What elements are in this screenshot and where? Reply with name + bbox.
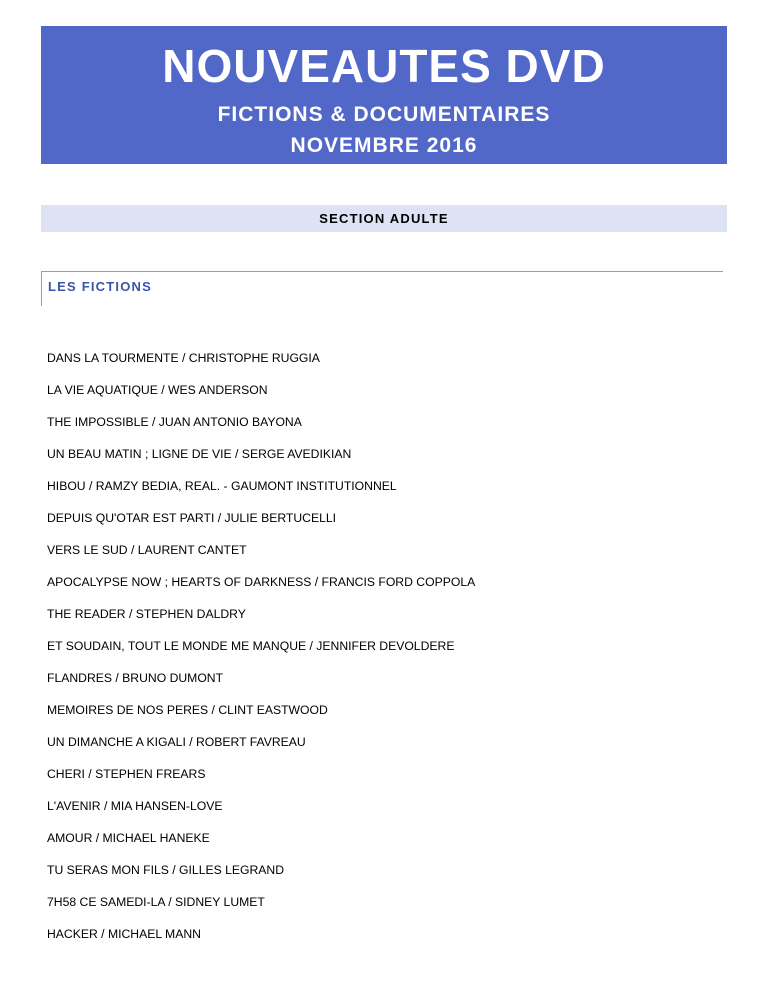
title-banner <box>41 26 727 164</box>
film-item: VERS LE SUD / LAURENT CANTET <box>47 543 247 557</box>
film-item: DEPUIS QU'OTAR EST PARTI / JULIE BERTUCELLI <box>47 511 337 525</box>
film-item: LA VIE AQUATIQUE / WES ANDERSON <box>47 383 268 397</box>
film-item: THE READER / STEPHEN DALDRY <box>47 607 246 621</box>
film-item: APOCALYPSE NOW ; HEARTS OF DARKNESS / FRANCIS FORD COPPOLA <box>47 575 476 589</box>
film-item: DANS LA TOURMENTE / CHRISTOPHE RUGGIA <box>47 351 320 365</box>
film-item: FLANDRES / BRUNO DUMONT <box>47 671 224 685</box>
film-item: L'AVENIR / MIA HANSEN-LOVE <box>47 799 223 813</box>
film-item: HIBOU / RAMZY BEDIA, REAL. - GAUMONT INSTITUTIONNEL <box>47 479 397 493</box>
page-subtitle: FICTIONS & DOCUMENTAIRES <box>217 103 551 126</box>
film-item: MEMOIRES DE NOS PERES / CLINT EASTWOOD <box>47 703 328 717</box>
film-item: TU SERAS MON FILS / GILLES LEGRAND <box>47 863 285 877</box>
page-title: NOUVEAUTES DVD <box>162 40 606 92</box>
film-item: UN BEAU MATIN ; LIGNE DE VIE / SERGE AVEDIKIAN <box>47 447 352 461</box>
film-item: HACKER / MICHAEL MANN <box>47 927 201 941</box>
film-item: ET SOUDAIN, TOUT LE MONDE ME MANQUE / JENNIFER DEVOLDERE <box>47 639 455 653</box>
film-item: THE IMPOSSIBLE / JUAN ANTONIO BAYONA <box>47 415 302 429</box>
film-list <box>47 350 475 958</box>
fictions-heading-label: LES FICTIONS <box>48 279 152 294</box>
fictions-heading <box>41 271 723 306</box>
film-item: UN DIMANCHE A KIGALI / ROBERT FAVREAU <box>47 735 306 749</box>
film-item: AMOUR / MICHAEL HANEKE <box>47 831 210 845</box>
film-item: 7H58 CE SAMEDI-LA / SIDNEY LUMET <box>47 895 265 909</box>
page-date: NOVEMBRE 2016 <box>290 134 478 157</box>
section-header: SECTION ADULTE <box>41 205 727 232</box>
film-item: CHERI / STEPHEN FREARS <box>47 767 206 781</box>
